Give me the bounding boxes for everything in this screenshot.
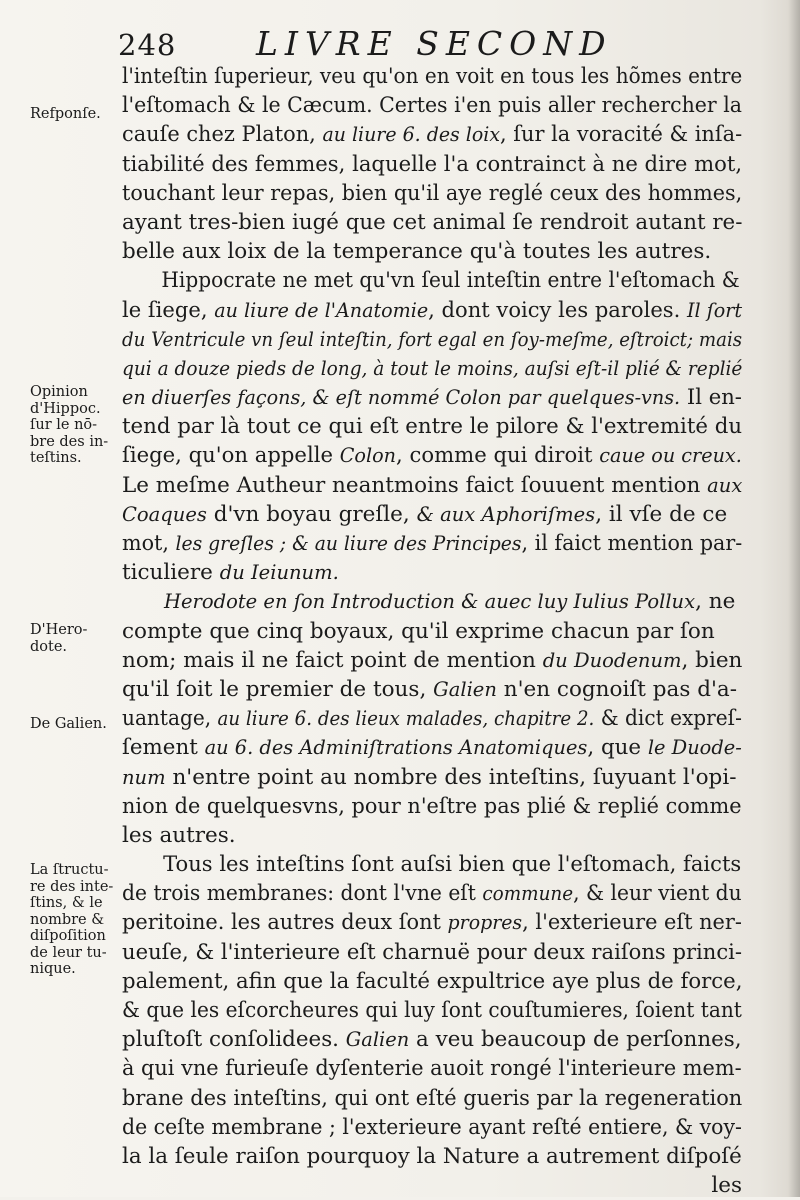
text-line: [122, 908, 742, 937]
text-run: palement, afin que la faculté expultrice aye plus de force,: [122, 968, 743, 994]
text-line: [122, 500, 742, 529]
text-line: [122, 150, 743, 179]
text-line: [122, 821, 742, 850]
text-run: Il en-: [680, 385, 742, 411]
text-line: [122, 587, 742, 616]
italic-run: en diuerſes façons, & eſt nommé Colon par quelques-vns.: [122, 386, 681, 410]
text-line: [122, 266, 740, 295]
italic-run: Colon: [339, 444, 397, 468]
italic-run: Galien: [433, 677, 497, 701]
text-run: à qui vne furieuſe dyſenterie auoit rongé l'interieure mem-: [122, 1056, 742, 1082]
text-run: , & leur vient du: [573, 881, 742, 907]
text-run: a veu beaucoup de perſonnes,: [409, 1027, 742, 1053]
text-line: [122, 850, 742, 879]
text-run: , l'exterieure eſt ner-: [522, 910, 742, 936]
text-run: touchant leur repas, bien qu'il aye reglé ceux des hommes,: [122, 180, 743, 206]
margin-note-line: De Galien.: [30, 716, 107, 732]
italic-run: au 6. des Adminiſtrations Anatomiques: [204, 736, 588, 760]
text-run: & dict expreſ-: [594, 706, 742, 732]
text-run: l'eſtomach & le Cæcum. Certes i'en puis aller rechercher la: [122, 93, 742, 119]
text-run: pluſtoſt conſolidees.: [122, 1027, 346, 1053]
text-run: belle aux loix de la temperance qu'à toutes les autres.: [122, 239, 712, 265]
text-run: nom; mais il ne faict point de mention: [122, 647, 543, 673]
text-line: [122, 529, 743, 558]
margin-note-line: d'Hippoc.: [30, 400, 101, 417]
page-edge-shadow: [788, 0, 800, 1197]
text-run: la la ſeule raiſon pourquoy la Nature a autrement diſpoſé: [122, 1143, 742, 1169]
text-run: ayant tres-bien iugé que cet animal ſe rendroit autant re-: [122, 209, 743, 235]
text-line: [122, 1142, 742, 1171]
text-run: Le meſme Autheur neantmoins faict ſouuent mention: [122, 472, 708, 498]
text-run: brane des inteſtins, qui ont eſté gueris par la regeneration: [122, 1085, 743, 1111]
margin-note-line: teſtins.: [30, 450, 82, 466]
text-line: [122, 1084, 743, 1113]
text-run: , ne: [695, 589, 736, 615]
text-line: [122, 704, 742, 733]
text-line: [122, 1113, 742, 1142]
text-run: , bien: [681, 647, 743, 673]
text-line: [122, 558, 742, 587]
margin-note-herodote: [30, 622, 122, 655]
margin-note-galien: [30, 716, 122, 733]
italic-run: propres: [447, 911, 523, 935]
text-line: [122, 879, 742, 908]
text-line: [122, 1171, 742, 1200]
text-run: , que: [587, 735, 648, 761]
page-number: 248: [118, 28, 177, 62]
text-line: [122, 208, 743, 237]
text-line: [122, 938, 743, 967]
margin-note-line: La ſtructu-: [30, 862, 109, 878]
italic-run: num: [122, 765, 166, 789]
italic-run: Il ſort: [687, 298, 743, 322]
text-run: Tous les inteſtins ſont auſsi bien que l'eſtomach, faicts: [163, 852, 742, 878]
margin-note-line: ſtins, & le: [30, 895, 103, 911]
italic-run: les greſles ; & au liure des Principes: [175, 532, 522, 555]
text-line: [122, 617, 742, 646]
text-run: , dont voicy les paroles.: [428, 297, 688, 323]
text-run: peritoine. les autres deux ſont: [122, 910, 448, 936]
text-run: tiabilité des femmes, laquelle l'a contrainct à ne dire mot,: [122, 151, 743, 177]
text-run: les autres.: [122, 822, 236, 848]
margin-note-line: de leur tu-: [30, 944, 107, 961]
margin-note-line: ſur le nō-: [30, 417, 98, 433]
italic-run: au liure de l'Anatomie: [214, 298, 429, 322]
text-line: [122, 120, 743, 149]
text-line: [122, 62, 743, 91]
text-line: [122, 412, 743, 441]
italic-run: caue ou creux.: [599, 444, 742, 468]
text-line: [122, 354, 743, 383]
italic-run: aux: [707, 473, 743, 497]
text-run: ticuliere: [122, 560, 220, 586]
italic-run: au liure 6. des loix: [322, 123, 501, 147]
italic-run: du Ieiunum.: [219, 561, 339, 585]
margin-note-line: D'Hero-: [30, 622, 88, 638]
text-run: , il faict mention par-: [521, 531, 743, 556]
text-run: tend par là tout ce qui eſt entre le pilore & l'extremité du: [122, 414, 743, 440]
italic-run: & aux Aphoriſmes: [416, 502, 596, 526]
text-run: d'vn boyau greſle,: [206, 501, 417, 527]
margin-note-opinion-hippocrate: [30, 384, 122, 467]
text-run: de trois membranes: dont l'vne eſt: [122, 881, 483, 907]
margin-note-line: nique.: [30, 961, 76, 977]
margin-note-line: Opinion: [30, 384, 88, 400]
text-run: n'entre point au nombre des inteſtins, ſuyuant l'opi-: [165, 764, 737, 790]
text-run: le ſiege,: [122, 297, 215, 323]
text-run: cauſe chez Platon,: [122, 122, 323, 148]
text-run: , ſur la voracité & inſa-: [500, 122, 743, 148]
italic-run: qui a douze pieds de long, à tout le moins, auſsi eſt-il plié & replié: [122, 356, 743, 380]
text-line: [122, 1054, 742, 1083]
italic-run: au liure 6. des lieux malades, chapitre 2.: [217, 707, 595, 731]
text-line: [122, 967, 743, 996]
italic-run: Coaques: [122, 502, 207, 526]
text-line: [122, 1025, 742, 1054]
text-run: , comme qui diroit: [396, 443, 600, 469]
text-line: [122, 646, 742, 675]
text-line: [122, 441, 742, 470]
margin-note-structure: [30, 862, 122, 978]
margin-note-line: re des inte-: [30, 878, 114, 895]
text-run: & que les eſcorcheures qui luy ſont couſtumieres, ſoient tant: [122, 998, 742, 1023]
margin-note-line: diſpoſition: [30, 928, 106, 944]
text-line: [122, 325, 743, 354]
text-line: [122, 996, 742, 1025]
text-line: [122, 296, 743, 325]
margin-note-line: dote.: [30, 638, 68, 655]
running-title: LIVRE SECOND: [256, 24, 613, 63]
margin-note-line: Refponſe.: [30, 106, 101, 122]
text-line: [122, 792, 742, 821]
text-run: n'en cognoiſt pas d'a-: [496, 676, 737, 702]
margin-note-line: bre des in-: [30, 433, 109, 450]
italic-run: commune: [482, 882, 574, 906]
italic-run: Herodote en ſon Introduction & auec luy Iulius Pollux: [164, 590, 696, 614]
text-run: mot,: [122, 531, 176, 556]
text-run: les: [711, 1173, 742, 1199]
italic-run: du Duodenum: [542, 648, 682, 672]
text-run: nion de quelquesvns, pour n'eſtre pas plié & replié comme: [122, 793, 742, 819]
page-header: [118, 22, 678, 66]
margin-note-line: nombre &: [30, 911, 105, 928]
text-run: Hippocrate ne met qu'vn ſeul inteſtin entre l'eſtomach &: [161, 268, 740, 294]
italic-run: le Duode-: [647, 736, 742, 760]
text-run: de ceſte membrane ; l'exterieure ayant reſté entiere, & voy-: [122, 1114, 742, 1140]
italic-run: Galien: [345, 1028, 410, 1052]
margin-note-responce: [30, 106, 122, 123]
italic-run: du Ventricule vn ſeul inteſtin, fort egal en ſoy-meſme, eſtroict; mais: [122, 327, 743, 351]
text-line: [122, 91, 742, 120]
text-run: ſement: [122, 735, 205, 761]
text-line: [122, 763, 742, 792]
text-run: l'inteſtin ſuperieur, veu qu'on en voit en tous les hõmes entre: [122, 64, 743, 89]
text-run: ſiege, qu'on appelle: [122, 443, 340, 469]
main-text-block: [122, 62, 742, 1200]
text-line: [122, 733, 742, 762]
text-run: qu'il ſoit le premier de tous,: [122, 676, 434, 702]
text-run: , il vſe de ce: [595, 501, 728, 527]
text-line: [122, 383, 742, 412]
text-line: [122, 675, 742, 704]
text-line: [122, 179, 743, 208]
text-run: compte que cinq boyaux, qu'il exprime chacun par ſon: [122, 618, 715, 644]
text-run: ueuſe, & l'interieure eſt charnuë pour deux raiſons princi-: [122, 939, 743, 965]
text-line: [122, 237, 742, 266]
text-line: [122, 471, 741, 500]
text-run: uantage,: [122, 706, 218, 732]
